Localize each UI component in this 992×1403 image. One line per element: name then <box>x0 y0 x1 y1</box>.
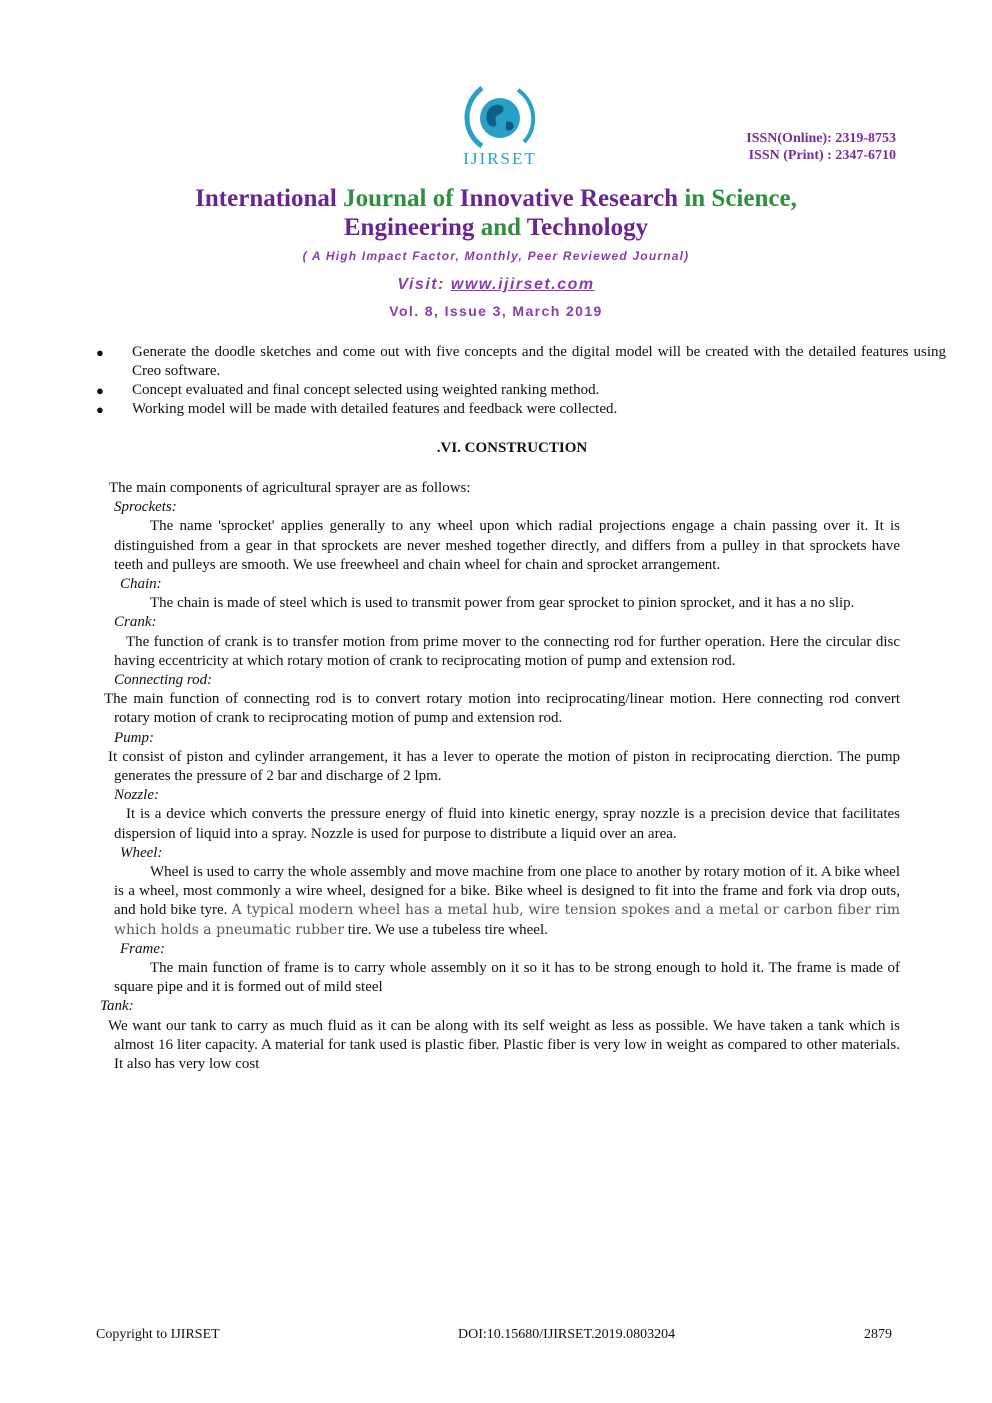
crank-paragraph: The function of crank is to transfer motion from prime mover to the connecting rod for further operation. Here the circular disc having eccentricity at which rotary motion of crank to reciprocating motion of pump and extension rod. <box>114 633 900 669</box>
title-word: Engineering <box>343 214 475 241</box>
connecting-rod-heading: Connecting rod: <box>114 672 213 689</box>
wheel-heading: Wheel: <box>120 844 163 861</box>
bullet-dot-icon: ● <box>96 402 104 417</box>
intro-paragraph: The main components of agricultural sprayer are as follows: <box>109 480 471 496</box>
wheel-paragraph <box>100 863 900 940</box>
method-bullet-list <box>96 343 946 419</box>
construction-body <box>100 479 900 1074</box>
bullet-text: Concept evaluated and final concept selected using weighted ranking method. <box>132 382 600 398</box>
connecting-rod-paragraph: The main function of connecting rod is to convert rotary motion into reciprocating/linear motion. Here connecting rod convert rotary motion of crank to reciprocating motion of pump and extension rod. <box>104 691 900 727</box>
bullet-text: Generate the doodle sketches and come out with five concepts and the digital model will be created with the detailed features using Creo software. <box>132 344 946 379</box>
logo-text: IJIRSET <box>463 149 537 168</box>
tank-paragraph: We want our tank to carry as much fluid as it can be along with its self weight as less as possible. We have taken a tank which is almost 16 liter capacity. A material for tank used is plastic fiber. Plastic fiber is very low in weight as compared to other materials. It also has very low cost <box>108 1017 900 1073</box>
title-word: Research <box>579 185 679 212</box>
tank-heading: Tank: <box>100 998 134 1015</box>
bullet-item <box>96 400 946 419</box>
bullet-dot-icon: ● <box>96 345 104 360</box>
frame-heading: Frame: <box>120 940 165 957</box>
journal-logo <box>452 78 548 168</box>
journal-tagline: ( A High Impact Factor, Monthly, Peer Reviewed Journal) <box>302 249 690 263</box>
bullet-dot-icon: ● <box>96 383 104 398</box>
footer-page-number: 2879 <box>864 1327 892 1342</box>
title-word: Technology <box>526 214 649 241</box>
bullet-item <box>96 343 946 381</box>
footer-copyright: Copyright to IJIRSET <box>96 1327 220 1342</box>
website-link[interactable]: www.ijirset.com <box>450 276 595 293</box>
title-word: and <box>474 214 527 241</box>
wheel-text-b: A typical modern wheel has a metal hub, wire tension spokes and a metal or carbon fiber rim which holds a pneumatic rubber <box>114 902 900 938</box>
journal-title-line2 <box>0 213 992 242</box>
volume-issue: Vol. 8, Issue 3, March 2019 <box>389 303 603 319</box>
sprockets-heading: Sprockets: <box>114 499 177 516</box>
visit-line <box>0 276 992 294</box>
bullet-item <box>96 381 946 400</box>
nozzle-heading: Nozzle: <box>114 787 159 804</box>
nozzle-paragraph: It is a device which converts the pressure energy of fluid into kinetic energy, spray nozzle is a precision device that facilitates dispersion of liquid into a spray. Nozzle is used for purpose to distribute a liquid over an area. <box>114 806 900 842</box>
bullet-text: Working model will be made with detailed features and feedback were collected. <box>132 401 618 417</box>
sprockets-paragraph: The name 'sprocket' applies generally to any wheel upon which radial projections engage a chain passing over it. It is distinguished from a gear in that sprockets are never meshed together directly, and differs from a pulley in that sprockets have teeth and pulleys are smooth. We use freewheel and chain wheel for chain and sprocket arrangement. <box>114 518 900 573</box>
crank-heading: Crank: <box>114 614 157 631</box>
visit-label: Visit: <box>397 276 451 293</box>
chain-paragraph: The chain is made of steel which is used to transmit power from gear sprocket to pinion sprocket, and it has a no slip. <box>150 595 855 612</box>
frame-paragraph: The main function of frame is to carry whole assembly on it so it has to be strong enough to hold it. The frame is made of square pipe and it is formed out of mild steel <box>114 960 900 996</box>
wheel-text-c: tire. We use a tubeless tire wheel. <box>344 921 548 938</box>
title-word: International <box>195 185 337 212</box>
issn-print: ISSN (Print) : 2347-6710 <box>748 148 896 163</box>
title-word: in Science, <box>678 185 797 212</box>
chain-heading: Chain: <box>120 576 162 593</box>
globe-logo-icon <box>452 78 548 168</box>
wheel-text-a: Wheel is used to carry the whole assembly and move machine from one place to another by rotary motion of it. A bike wheel is a wheel, most commonly a wire wheel, designed for a bike. Bike wheel is designed to fit into the frame and fork via drop outs, and hold bike tyre. <box>114 864 900 919</box>
journal-title <box>0 184 992 242</box>
issn-block <box>746 130 896 164</box>
journal-title-line1 <box>0 184 992 213</box>
title-word: Journal of <box>336 185 460 212</box>
issn-online: ISSN(Online): 2319-8753 <box>746 131 896 146</box>
section-heading: .VI. CONSTRUCTION <box>436 440 588 456</box>
footer-doi: DOI:10.15680/IJIRSET.2019.0803204 <box>458 1327 676 1342</box>
title-word: Innovative <box>459 185 574 212</box>
pump-paragraph: It consist of piston and cylinder arrangement, it has a lever to operate the motion of piston in reciprocating dierction. The pump generates the pressure of 2 bar and discharge of 2 lpm. <box>108 748 900 785</box>
pump-heading: Pump: <box>114 729 154 746</box>
